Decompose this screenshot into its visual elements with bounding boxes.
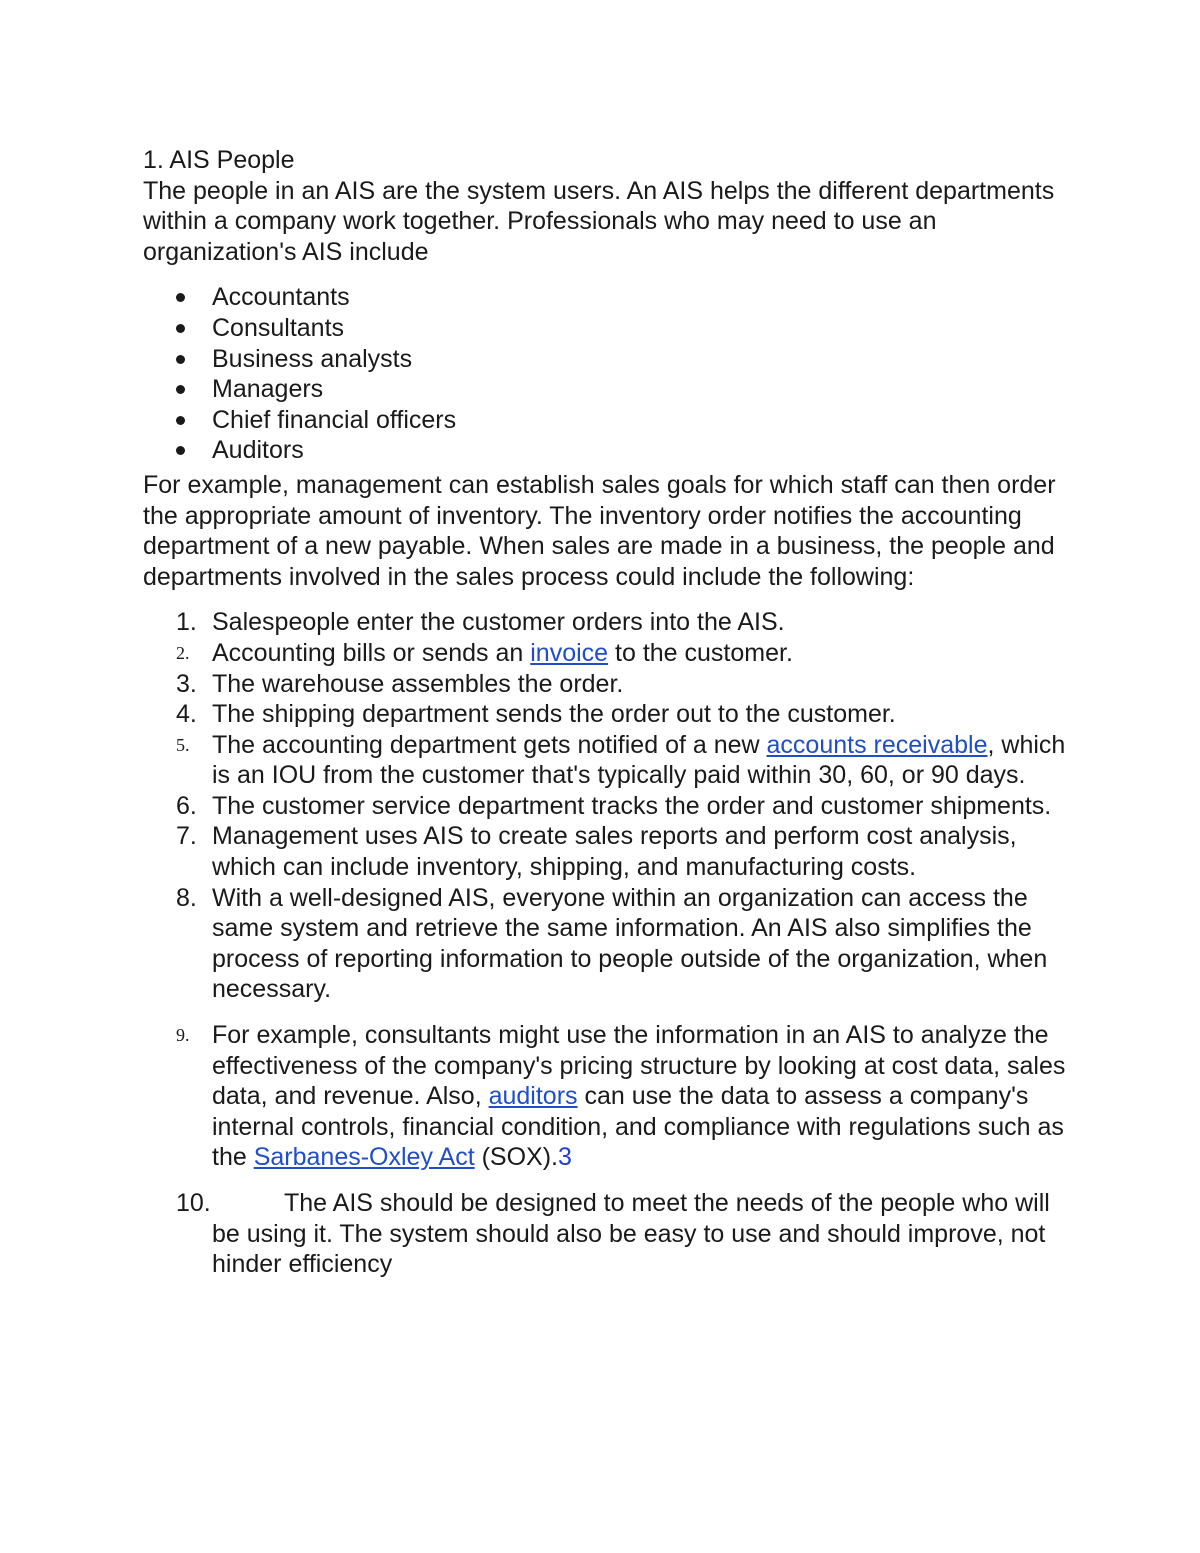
sales-process-list [143,607,1073,1279]
step-text: The warehouse assembles the order. [212,669,624,698]
professionals-list [143,282,1073,466]
step-item: 9. For example, consultants might use the information in an AIS to analyze the effectiveness of the company's pricing structure by looking at cost data, sales data, and revenue. Also, auditors can use the data to assess a company's internal controls, financial condition, and compliance with regulations such as the Sarbanes-Oxley Act (SOX).3 [176,1021,1066,1172]
step-number: 1. [176,608,197,637]
document-page [143,145,1073,1280]
step-text: Management uses AIS to create sales reports and perform cost analysis, which can include inventory, shipping, and manufacturing costs. [212,822,1017,882]
invoice-link[interactable]: invoice [530,638,609,667]
sarbanes-oxley-link[interactable]: Sarbanes-Oxley Act [253,1143,475,1172]
step-number: 3. [176,669,197,698]
step-item [143,791,1073,822]
step-item [143,821,1073,882]
auditors-link[interactable]: auditors [488,1082,578,1111]
step-number: 8. [176,883,197,912]
step-text: With a well-designed AIS, everyone within an organization can access the same system and retrieve the same information. An AIS also simplifies the process of reporting information to people outside of the organization, when necessary. [212,883,1048,1004]
list-item: Accountants [143,282,1073,313]
bullet-icon [176,324,185,333]
list-item: Business analysts [143,344,1073,375]
step-text: The AIS should be designed to meet the needs of the people who will be using it. The system should also be easy to use and should improve, not hinder efficiency [212,1189,1050,1279]
step-number: 2. [176,642,190,663]
step-number: 7. [176,822,197,851]
bullet-icon [176,446,185,455]
step-item [143,607,1073,638]
step-text: The shipping department sends the order out to the customer. [212,700,896,729]
footnote-reference[interactable]: 3 [557,1143,572,1172]
step-number: 9. [176,1025,190,1046]
step-number: 10. [176,1189,211,1217]
bullet-icon [176,355,185,364]
step-item: 5. The accounting department gets notified of a new accounts receivable, which is an IOU from the customer that's typically paid within 30, 60, or 90 days. [176,730,1066,790]
step-number: 6. [176,791,197,820]
intro-paragraph: The people in an AIS are the system users. An AIS helps the different departments within a company work together. Professionals who may need to use an organization's AIS include [143,176,1055,266]
list-item: Consultants [143,313,1073,344]
step-text: Salespeople enter the customer orders into the AIS. [212,608,785,637]
accounts-receivable-link[interactable]: accounts receivable [766,730,988,759]
example-paragraph: For example, management can establish sales goals for which staff can then order the appropriate amount of inventory. The inventory order notifies the accounting department of a new payable. When sales are made in a business, the people and departments involved in the sales process could include the following: [143,470,1056,591]
list-item: Auditors [143,435,1073,466]
bullet-icon [176,416,185,425]
bullet-icon [176,385,185,394]
step-item [143,669,1073,700]
step-number: 4. [176,700,197,729]
section-heading: 1. AIS People [143,146,295,174]
step-item [143,1188,1073,1280]
step-item: 2. Accounting bills or sends an invoice to the customer. [176,638,793,667]
bullet-icon [176,293,185,302]
step-number: 5. [176,734,190,755]
step-item [143,883,1073,1005]
step-item [143,699,1073,730]
list-item: Managers [143,374,1073,405]
step-text: The customer service department tracks the order and customer shipments. [212,791,1052,820]
list-item: Chief financial officers [143,405,1073,436]
